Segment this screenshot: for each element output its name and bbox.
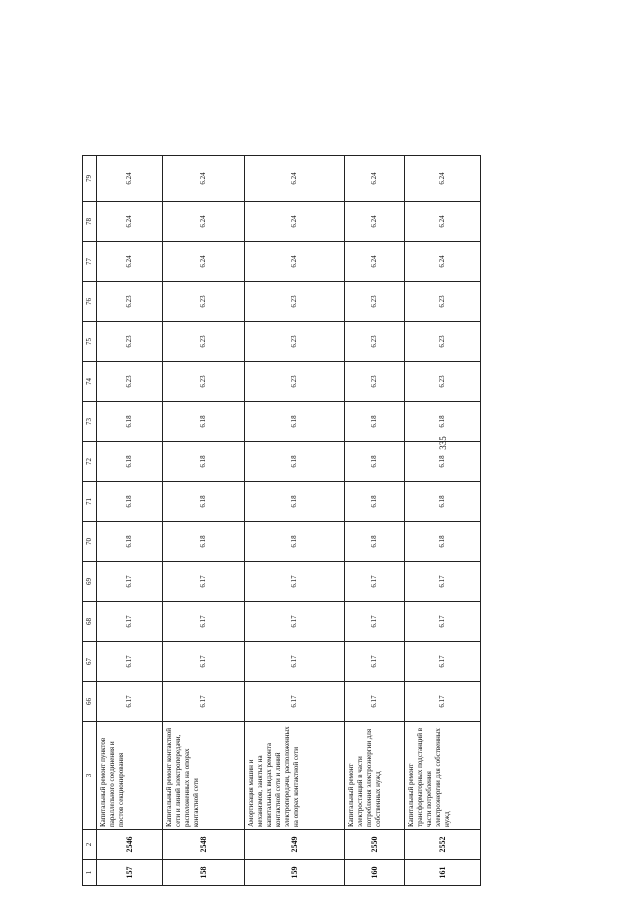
row-code: 2550 <box>345 830 405 860</box>
row-description: Капитальный ремонт электростанций в части потребления электроэнергии для собственных нужд <box>345 722 405 830</box>
value-cell: 6.18 <box>245 522 345 562</box>
column-header: 71 <box>83 482 97 522</box>
row-code: 2546 <box>97 830 163 860</box>
row-description: Капитальный ремонт пунктов параллельного соединения и постов секционирования <box>97 722 163 830</box>
value-cell: 6.23 <box>163 282 245 322</box>
column-header: 77 <box>83 242 97 282</box>
value-cell: 6.17 <box>405 682 481 722</box>
table-row <box>163 156 245 886</box>
value-cell: 6.23 <box>245 322 345 362</box>
column-header: 79 <box>83 156 97 202</box>
value-cell: 6.24 <box>245 156 345 202</box>
value-cell: 6.17 <box>245 682 345 722</box>
column-header: 73 <box>83 402 97 442</box>
column-header: 76 <box>83 282 97 322</box>
value-cell: 6.18 <box>345 442 405 482</box>
value-cell: 6.23 <box>97 322 163 362</box>
row-number: 161 <box>405 860 481 886</box>
column-header: 2 <box>83 830 97 860</box>
value-cell: 6.23 <box>245 282 345 322</box>
value-cell: 6.18 <box>245 482 345 522</box>
value-cell: 6.24 <box>345 202 405 242</box>
row-number: 159 <box>245 860 345 886</box>
value-cell: 6.18 <box>345 482 405 522</box>
value-cell: 6.24 <box>97 242 163 282</box>
value-cell: 6.24 <box>405 156 481 202</box>
value-cell: 6.24 <box>245 202 345 242</box>
value-cell: 6.18 <box>97 482 163 522</box>
row-code: 2552 <box>405 830 481 860</box>
value-cell: 6.23 <box>405 322 481 362</box>
value-cell: 6.24 <box>405 202 481 242</box>
value-cell: 6.17 <box>245 602 345 642</box>
rotated-table-container <box>82 156 468 886</box>
row-code: 2548 <box>163 830 245 860</box>
header-row <box>83 156 97 886</box>
value-cell: 6.24 <box>163 242 245 282</box>
value-cell: 6.17 <box>97 602 163 642</box>
row-number: 160 <box>345 860 405 886</box>
column-header: 66 <box>83 682 97 722</box>
value-cell: 6.24 <box>245 242 345 282</box>
value-cell: 6.23 <box>345 362 405 402</box>
value-cell: 6.17 <box>405 642 481 682</box>
column-header: 1 <box>83 860 97 886</box>
column-header: 68 <box>83 602 97 642</box>
value-cell: 6.23 <box>97 362 163 402</box>
value-cell: 6.17 <box>163 562 245 602</box>
value-cell: 6.23 <box>245 362 345 402</box>
column-header: 72 <box>83 442 97 482</box>
value-cell: 6.17 <box>345 562 405 602</box>
value-cell: 6.23 <box>163 322 245 362</box>
value-cell: 6.23 <box>405 362 481 402</box>
value-cell: 6.18 <box>163 522 245 562</box>
row-number: 157 <box>97 860 163 886</box>
row-description: Капитальный ремонт трансформаторных подстанций в части потребления электроэнергии для собственных нужд <box>405 722 481 830</box>
value-cell: 6.17 <box>97 642 163 682</box>
value-cell: 6.18 <box>405 482 481 522</box>
value-cell: 6.18 <box>345 522 405 562</box>
value-cell: 6.24 <box>405 242 481 282</box>
value-cell: 6.24 <box>345 156 405 202</box>
value-cell: 6.17 <box>345 682 405 722</box>
value-cell: 6.18 <box>405 522 481 562</box>
value-cell: 6.17 <box>163 642 245 682</box>
value-cell: 6.17 <box>245 642 345 682</box>
value-cell: 6.17 <box>97 682 163 722</box>
table-body <box>97 156 481 886</box>
value-cell: 6.18 <box>245 402 345 442</box>
value-cell: 6.23 <box>345 282 405 322</box>
column-header: 78 <box>83 202 97 242</box>
value-cell: 6.23 <box>345 322 405 362</box>
value-cell: 6.18 <box>345 402 405 442</box>
table-row <box>345 156 405 886</box>
value-cell: 6.23 <box>163 362 245 402</box>
value-cell: 6.24 <box>345 242 405 282</box>
value-cell: 6.18 <box>97 522 163 562</box>
table-row <box>405 156 481 886</box>
value-cell: 6.17 <box>345 602 405 642</box>
value-cell: 6.24 <box>97 202 163 242</box>
value-cell: 6.18 <box>163 402 245 442</box>
column-header: 75 <box>83 322 97 362</box>
column-header: 70 <box>83 522 97 562</box>
page-number: 335 <box>438 436 448 450</box>
value-cell: 6.17 <box>163 682 245 722</box>
value-cell: 6.18 <box>163 442 245 482</box>
column-header: 74 <box>83 362 97 402</box>
value-cell: 6.18 <box>405 442 481 482</box>
value-cell: 6.18 <box>245 442 345 482</box>
row-number: 158 <box>163 860 245 886</box>
value-cell: 6.17 <box>405 602 481 642</box>
value-cell: 6.23 <box>97 282 163 322</box>
value-cell: 6.18 <box>405 402 481 442</box>
row-code: 2549 <box>245 830 345 860</box>
table-row <box>245 156 345 886</box>
column-header: 3 <box>83 722 97 830</box>
value-cell: 6.24 <box>163 202 245 242</box>
table-row <box>97 156 163 886</box>
column-header: 67 <box>83 642 97 682</box>
value-cell: 6.18 <box>97 402 163 442</box>
value-cell: 6.17 <box>97 562 163 602</box>
value-cell: 6.18 <box>97 442 163 482</box>
column-header: 69 <box>83 562 97 602</box>
row-description: Амортизация машин и механизмов, занятых на капитальных видах ремонта контактной сети и линий электропередачи, расположенных на опорах контактной сети <box>245 722 345 830</box>
value-cell: 6.17 <box>345 642 405 682</box>
value-cell: 6.23 <box>405 282 481 322</box>
value-cell: 6.17 <box>405 562 481 602</box>
value-cell: 6.24 <box>97 156 163 202</box>
row-description: Капитальный ремонт контактной сети и линий электропередачи, расположенных на опорах контактной сети <box>163 722 245 830</box>
value-cell: 6.17 <box>163 602 245 642</box>
value-cell: 6.24 <box>163 156 245 202</box>
value-cell: 6.17 <box>245 562 345 602</box>
data-table <box>82 155 481 886</box>
value-cell: 6.18 <box>163 482 245 522</box>
